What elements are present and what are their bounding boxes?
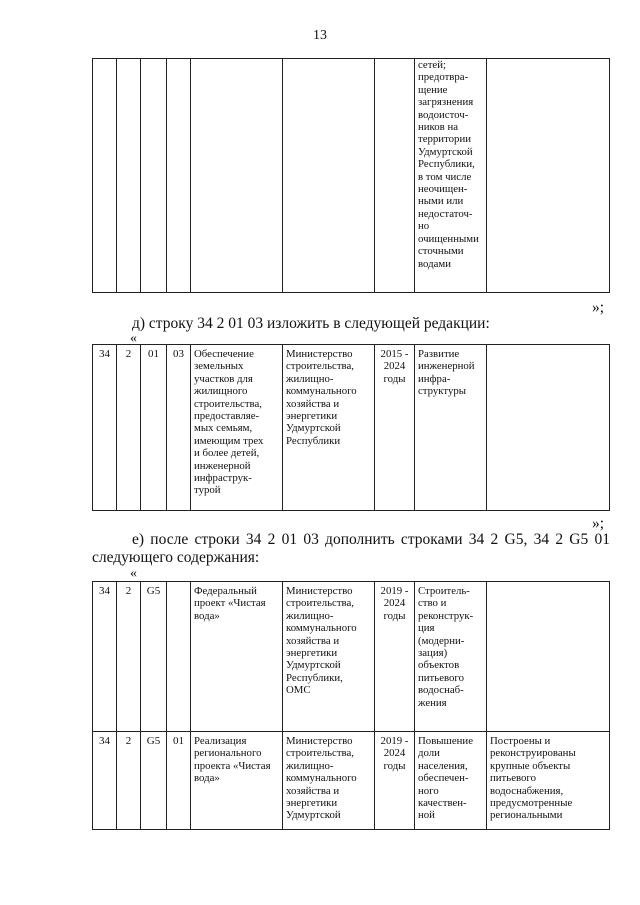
cell-result: Построены и реконструированы крупные объекты питьевого водоснабжения, предусмотренные региональными	[487, 732, 610, 830]
paragraph-e-line2: следующего содержания:	[92, 549, 260, 566]
table-row	[93, 732, 610, 830]
cell-responsible: Министерство строительства, жилищно- коммунального хозяйства и энергетики Удмуртской	[283, 732, 375, 830]
table-row-34-2-01-03	[92, 344, 610, 511]
cell-period: 2015 - 2024 годы	[375, 345, 415, 511]
cell-code-3: G5	[141, 732, 167, 830]
cell-code-4	[167, 582, 191, 732]
cell-code-1: 34	[93, 345, 117, 511]
paragraph-e-line1: е) после строки 34 2 01 03 дополнить строками 34 2 G5, 34 2 G5 01	[132, 531, 610, 548]
cell-goal-text: сетей; предотвра- щение загрязнения водоисточ- ников на территории Удмуртской Республики, в том числе неочищен- ными или недостаточ- но очищенными сточными водами	[415, 59, 487, 293]
table-row	[93, 582, 610, 732]
table-row	[93, 59, 610, 293]
cell-responsible: Министерство строительства, жилищно- коммунального хозяйства и энергетики Удмуртской Республики	[283, 345, 375, 511]
cell-code-4: 01	[167, 732, 191, 830]
table-rows-34-2-g5	[92, 581, 610, 830]
table-continuation	[92, 58, 610, 293]
close-quote: »;	[592, 299, 605, 316]
cell-name: Реализация регионального проекта «Чистая вода»	[191, 732, 283, 830]
cell-code-3: G5	[141, 582, 167, 732]
cell-goal: Развитие инженерной инфра- структуры	[415, 345, 487, 511]
cell-code-1: 34	[93, 732, 117, 830]
cell-period: 2019 - 2024 годы	[375, 732, 415, 830]
cell-name: Обеспечение земельных участков для жилищного строительства, предоставляе- мых семьям, имеющим трех и более детей, инженерной инфраструк- турой	[191, 345, 283, 511]
cell-name: Федеральный проект «Чистая вода»	[191, 582, 283, 732]
open-quote: «	[130, 331, 137, 346]
cell-code-2: 2	[117, 345, 141, 511]
cell-responsible: Министерство строительства, жилищно- коммунального хозяйства и энергетики Удмуртской Республики, ОМС	[283, 582, 375, 732]
cell-result	[487, 345, 610, 511]
paragraph-d: д) строку 34 2 01 03 изложить в следующей редакции:	[132, 315, 490, 332]
cell-code-1: 34	[93, 582, 117, 732]
cell-goal: Повышение доли населения, обеспечен- ного качествен- ной	[415, 732, 487, 830]
cell-period: 2019 - 2024 годы	[375, 582, 415, 732]
cell-code-4: 03	[167, 345, 191, 511]
open-quote: «	[130, 566, 137, 581]
cell-code-2: 2	[117, 732, 141, 830]
cell-code-3: 01	[141, 345, 167, 511]
cell-goal: Строитель- ство и реконструк- ция (модерни- зация) объектов питьевого водоснаб- жения	[415, 582, 487, 732]
close-quote: »;	[592, 515, 605, 532]
cell-code-2: 2	[117, 582, 141, 732]
cell-result	[487, 582, 610, 732]
table-row	[93, 345, 610, 511]
page-number: 13	[313, 28, 327, 43]
